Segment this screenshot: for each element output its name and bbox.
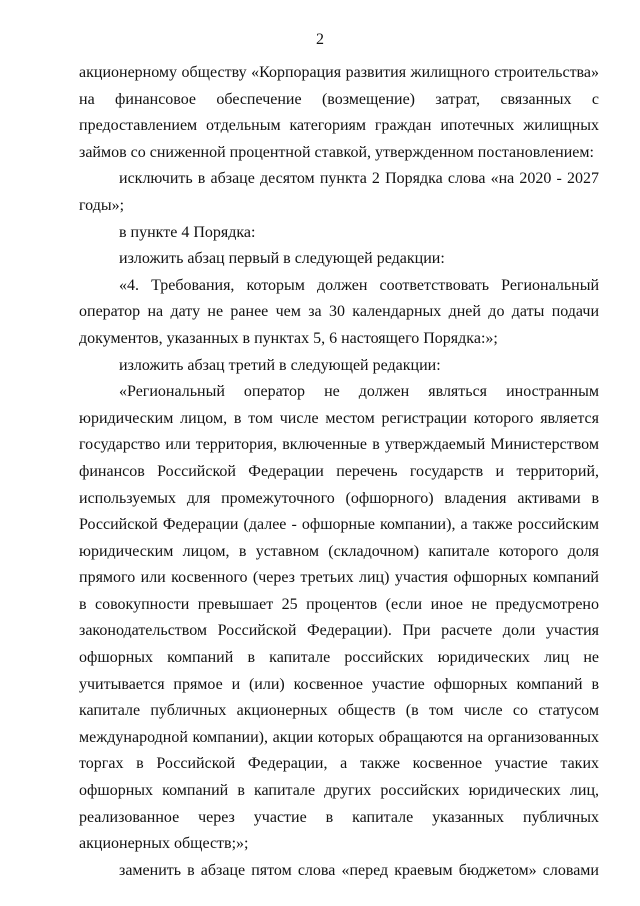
paragraph-first-abzac-intro: изложить абзац первый в следующей редакции:	[119, 250, 445, 268]
paragraph-offshore-quote: «Региональный оператор не должен являться иностранным юридическим лицом, в том числе местом регистрации которого является государство или территория, включенные в утверждаемый Министерством финансов Российской Федерации перечень государств и территорий, используемых для промежуточного (офшорного) владения активами в Российской Федерации (далее - офшорные компании), а также российским юридическим лицом, в уставном (складочном) капитале которого доля прямого или косвенного (через третьих лиц) участия офшорных компаний в совокупности превышает 25 процентов (если иное не предусмотрено законодательством Российской Федерации). При расчете доли участия офшорных компаний в капитале российских юридических лиц не учитывается прямое и (или) косвенное участие офшорных компаний в капитале публичных акционерных обществ (в том числе со статусом международной компании), акции которых обращаются на организованных торгах в Российской Федерации, а также косвенное участие таких офшорных компаний в капитале других российских юридических лиц, реализованное через участие в капитале указанных публичных акционерных обществ;»;	[79, 383, 599, 853]
paragraph-replace-words: заменить в абзаце пятом слова «перед краевым бюджетом» словами	[119, 861, 599, 879]
paragraph-exclude-years: исключить в абзаце десятом пункта 2 Порядка слова «на 2020 - 2027 годы»;	[79, 170, 599, 214]
paragraph-requirements-quote: «4. Требования, которым должен соответствовать Региональный оператор на дату не ранее чем за 30 календарных дней до даты подачи документов, указанных в пунктах 5, 6 настоящего Порядка:»;	[79, 276, 599, 347]
paragraph-third-abzac-intro: изложить абзац третий в следующей редакции:	[119, 356, 441, 374]
page-number: 2	[316, 31, 324, 48]
paragraph-point-4: в пункте 4 Порядка:	[119, 223, 256, 241]
paragraph-continuation: акционерному обществу «Корпорация развития жилищного строительства» на финансовое обеспечение (возмещение) затрат, связанных с предоставлением отдельным категориям граждан ипотечных жилищных займов со сниженной процентной ставкой, утвержденном постановлением:	[79, 64, 599, 161]
document-body	[79, 60, 599, 884]
